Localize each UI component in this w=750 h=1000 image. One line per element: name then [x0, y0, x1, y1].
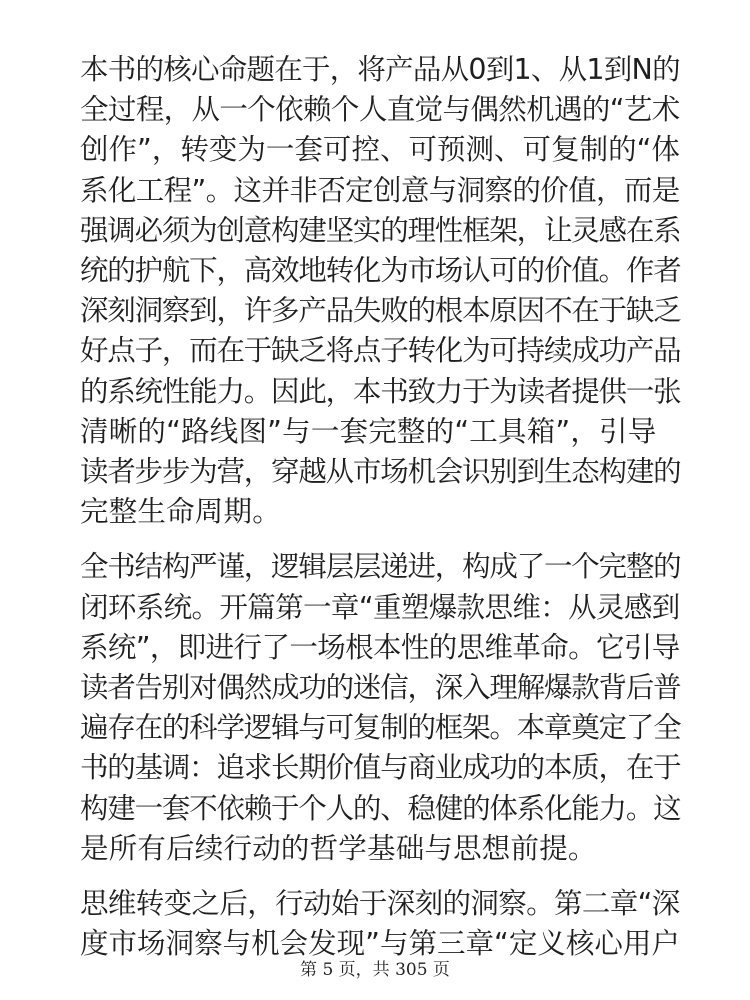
text-line: 完整生命周期。: [80, 495, 281, 529]
text-line: 全过程，从一个依赖个人直觉与偶然机遇的“艺术: [80, 93, 680, 127]
paragraph-2: [80, 547, 680, 869]
body-text: [80, 50, 680, 979]
text-line: 好点子，而在于缺乏将点子转化为可持续成功产品: [80, 334, 681, 368]
text-line: 读者步步为营，穿越从市场机会识别到生态构建的: [80, 455, 681, 489]
text-line: 系统”，即进行了一场根本性的思维革命。它引导: [80, 630, 680, 664]
text-line: 创作”，转变为一套可控、可预测、可复制的“体: [80, 133, 680, 167]
text-line: 本书的核心命题在于，将产品从0到1、从1到N的: [80, 53, 680, 86]
text-line: 思维转变之后，行动始于深刻的洞察。第二章“深: [80, 887, 680, 921]
text-line: 读者告别对偶然成功的迷信，深入理解爆款背后普: [80, 671, 681, 705]
text-line: 遍存在的科学逻辑与可复制的框架。本章奠定了全: [80, 711, 681, 745]
text-line: 深刻洞察到，许多产品失败的根本原因不在于缺乏: [80, 294, 681, 328]
text-line: 构建一套不依赖于个人的、稳健的体系化能力。这: [80, 791, 681, 825]
page-number-footer: 第 5 页，共 305 页: [300, 960, 450, 980]
text-line: 书的基调：追求长期价值与商业成功的本质，在于: [80, 751, 681, 785]
text-line: 系化工程”。这并非否定创意与洞察的价值，而是: [80, 173, 680, 207]
text-line: 闭环系统。开篇第一章“重塑爆款思维：从灵感到: [80, 590, 680, 624]
text-line: 度市场洞察与机会发现”与第三章“定义核心用户: [80, 927, 680, 961]
text-line: 统的护航下，高效地转化为市场认可的价值。作者: [80, 254, 681, 288]
text-line: 的系统性能力。因此，本书致力于为读者提供一张: [80, 374, 681, 408]
text-line: 全书结构严谨，逻辑层层递进，构成了一个完整的: [80, 550, 681, 584]
text-line: 清晰的“路线图”与一套完整的“工具箱”，引导: [80, 414, 657, 448]
paragraph-3: [80, 884, 680, 964]
text-line: 强调必须为创意构建坚实的理性框架，让灵感在系: [80, 213, 681, 247]
paragraph-1: [80, 50, 680, 532]
text-line: 是所有后续行动的哲学基础与思想前提。: [80, 831, 597, 865]
